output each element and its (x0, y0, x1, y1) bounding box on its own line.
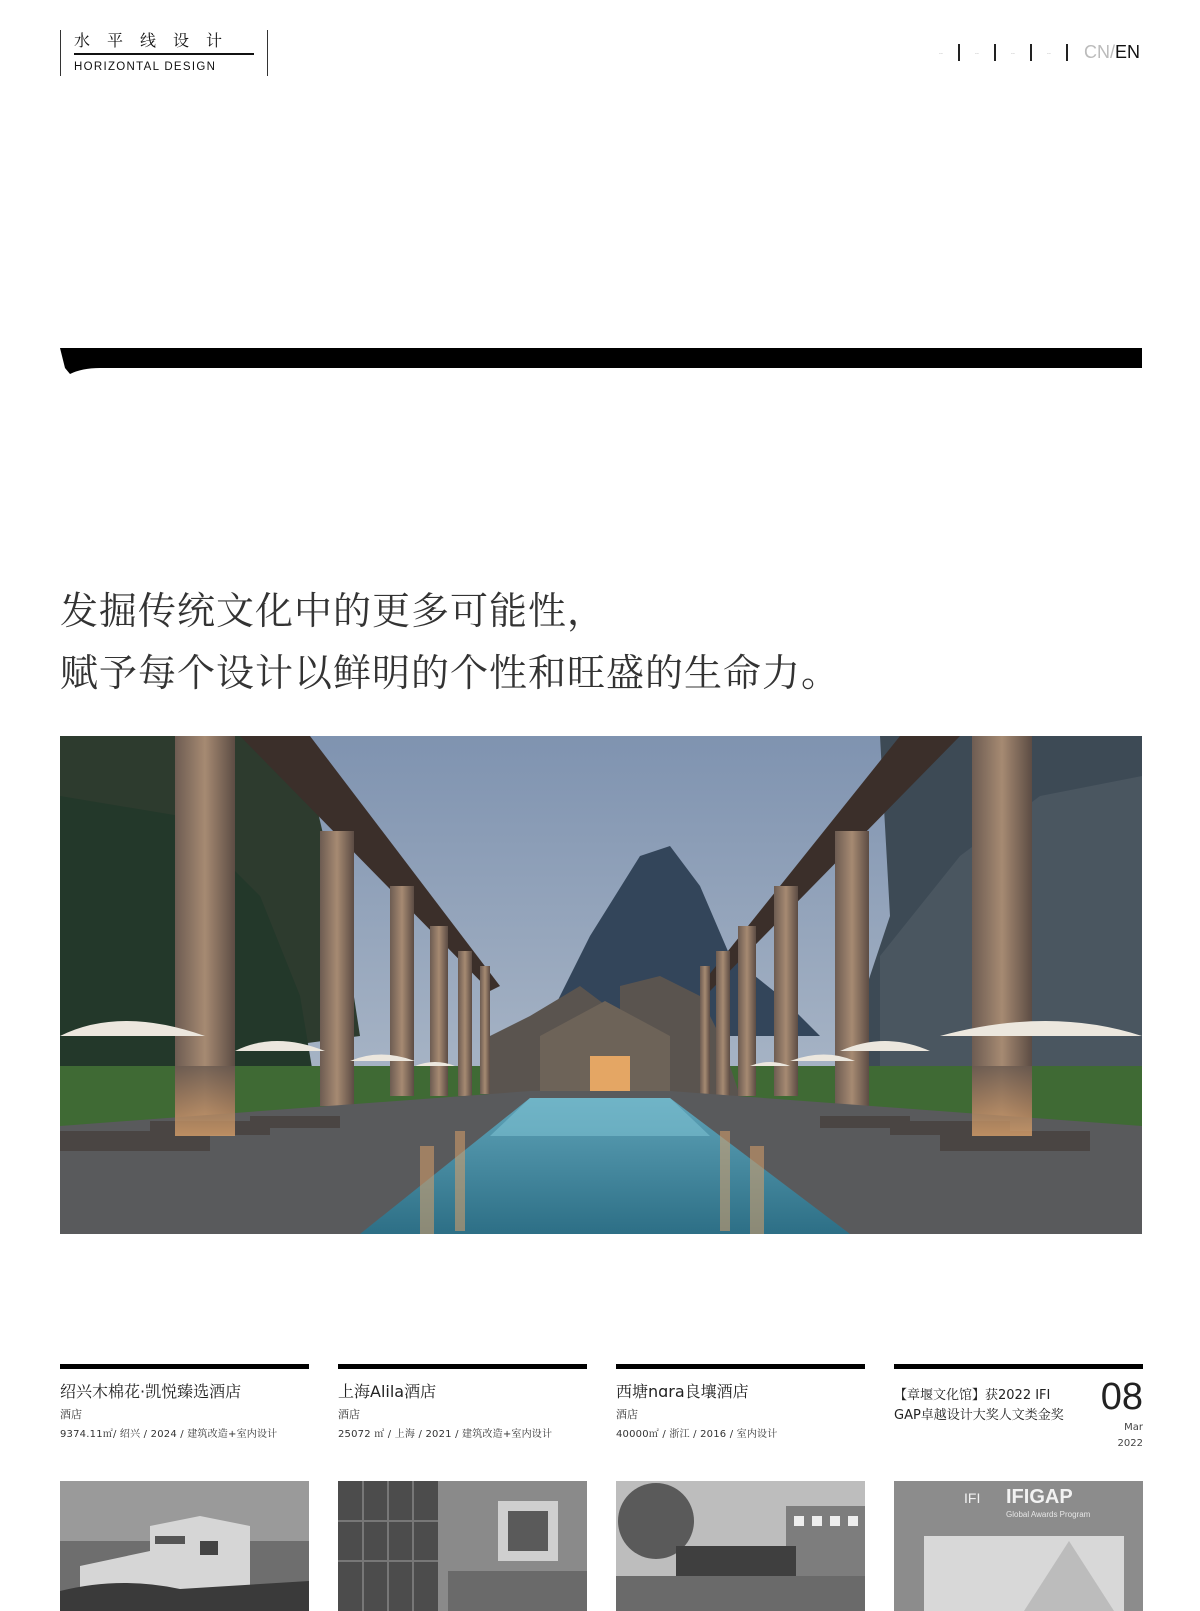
project-thumbnail[interactable] (338, 1481, 587, 1611)
top-navigation (924, 40, 1140, 64)
project-title[interactable]: 上海Alila酒店 (338, 1382, 437, 1401)
language-switcher (1084, 42, 1140, 63)
hero-image[interactable] (60, 736, 1142, 1234)
project-title[interactable]: 西塘nɑra良壤酒店 (616, 1382, 749, 1401)
card-top-bar (60, 1364, 309, 1369)
logo-chinese-name: 水平线设计 (74, 31, 240, 50)
project-title[interactable]: 绍兴木棉花·凯悦臻选酒店 (60, 1382, 242, 1401)
logo-english-name: HORIZONTAL DESIGN (74, 61, 217, 73)
slogan-line-2: 赋予每个设计以鲜明的个性和旺盛的生命力。 (60, 651, 841, 695)
project-card-2[interactable] (338, 1364, 587, 1440)
logo[interactable] (60, 28, 268, 76)
project-card-1[interactable] (60, 1364, 309, 1440)
slogan-line-1: 发掘传统文化中的更多可能性， (60, 589, 607, 633)
lang-en-link[interactable]: EN (1114, 41, 1140, 62)
lang-separator: / (1109, 41, 1115, 62)
logo-right-bar (267, 30, 268, 76)
project-meta: 25072 ㎡ / 上海 / 2021 / 建筑改造+室内设计 (338, 1429, 553, 1440)
nav-item-4[interactable]: .. (1047, 48, 1051, 56)
news-thumbnail[interactable] (894, 1481, 1143, 1611)
nav-item-3[interactable]: .. (1011, 48, 1015, 56)
project-meta: 9374.11㎡/ 绍兴 / 2024 / 建筑改造+室内设计 (60, 1429, 278, 1440)
project-list (60, 1364, 1142, 1600)
project-card-3[interactable] (616, 1364, 865, 1440)
news-month: Mar (1124, 1422, 1143, 1433)
thumb-caption: Global Awards Program (1006, 1510, 1091, 1519)
news-card[interactable] (894, 1364, 1143, 1519)
card-top-bar (616, 1364, 865, 1369)
project-category: 酒店 (338, 1408, 360, 1421)
slogan (60, 580, 1142, 704)
logo-left-bar (60, 30, 61, 76)
lang-cn-link[interactable]: CN (1083, 41, 1110, 62)
news-day: 08 (1100, 1376, 1143, 1418)
card-top-bar (338, 1364, 587, 1369)
nav-item-2[interactable]: .. (975, 48, 979, 56)
project-meta: 40000㎡ / 浙江 / 2016 / 室内设计 (616, 1429, 778, 1440)
thumb-ifigap-mark: IFIGAP (1006, 1486, 1073, 1508)
logo-rule (74, 53, 254, 55)
card-top-bar (894, 1364, 1143, 1369)
project-category: 酒店 (60, 1408, 82, 1421)
news-title[interactable]: 【章堰文化馆】获2022 IFI GAP卓越设计大奖人文类金奖 (894, 1388, 1064, 1423)
nav-divider (1066, 44, 1068, 61)
thumb-ifi-mark: IFI (964, 1490, 981, 1506)
project-thumbnail[interactable] (60, 1481, 309, 1611)
decorative-black-band (60, 348, 1142, 374)
project-category: 酒店 (616, 1408, 638, 1421)
nav-item-1[interactable]: .. (939, 48, 943, 56)
news-year: 2022 (1117, 1438, 1143, 1449)
project-thumbnail[interactable] (616, 1481, 865, 1611)
